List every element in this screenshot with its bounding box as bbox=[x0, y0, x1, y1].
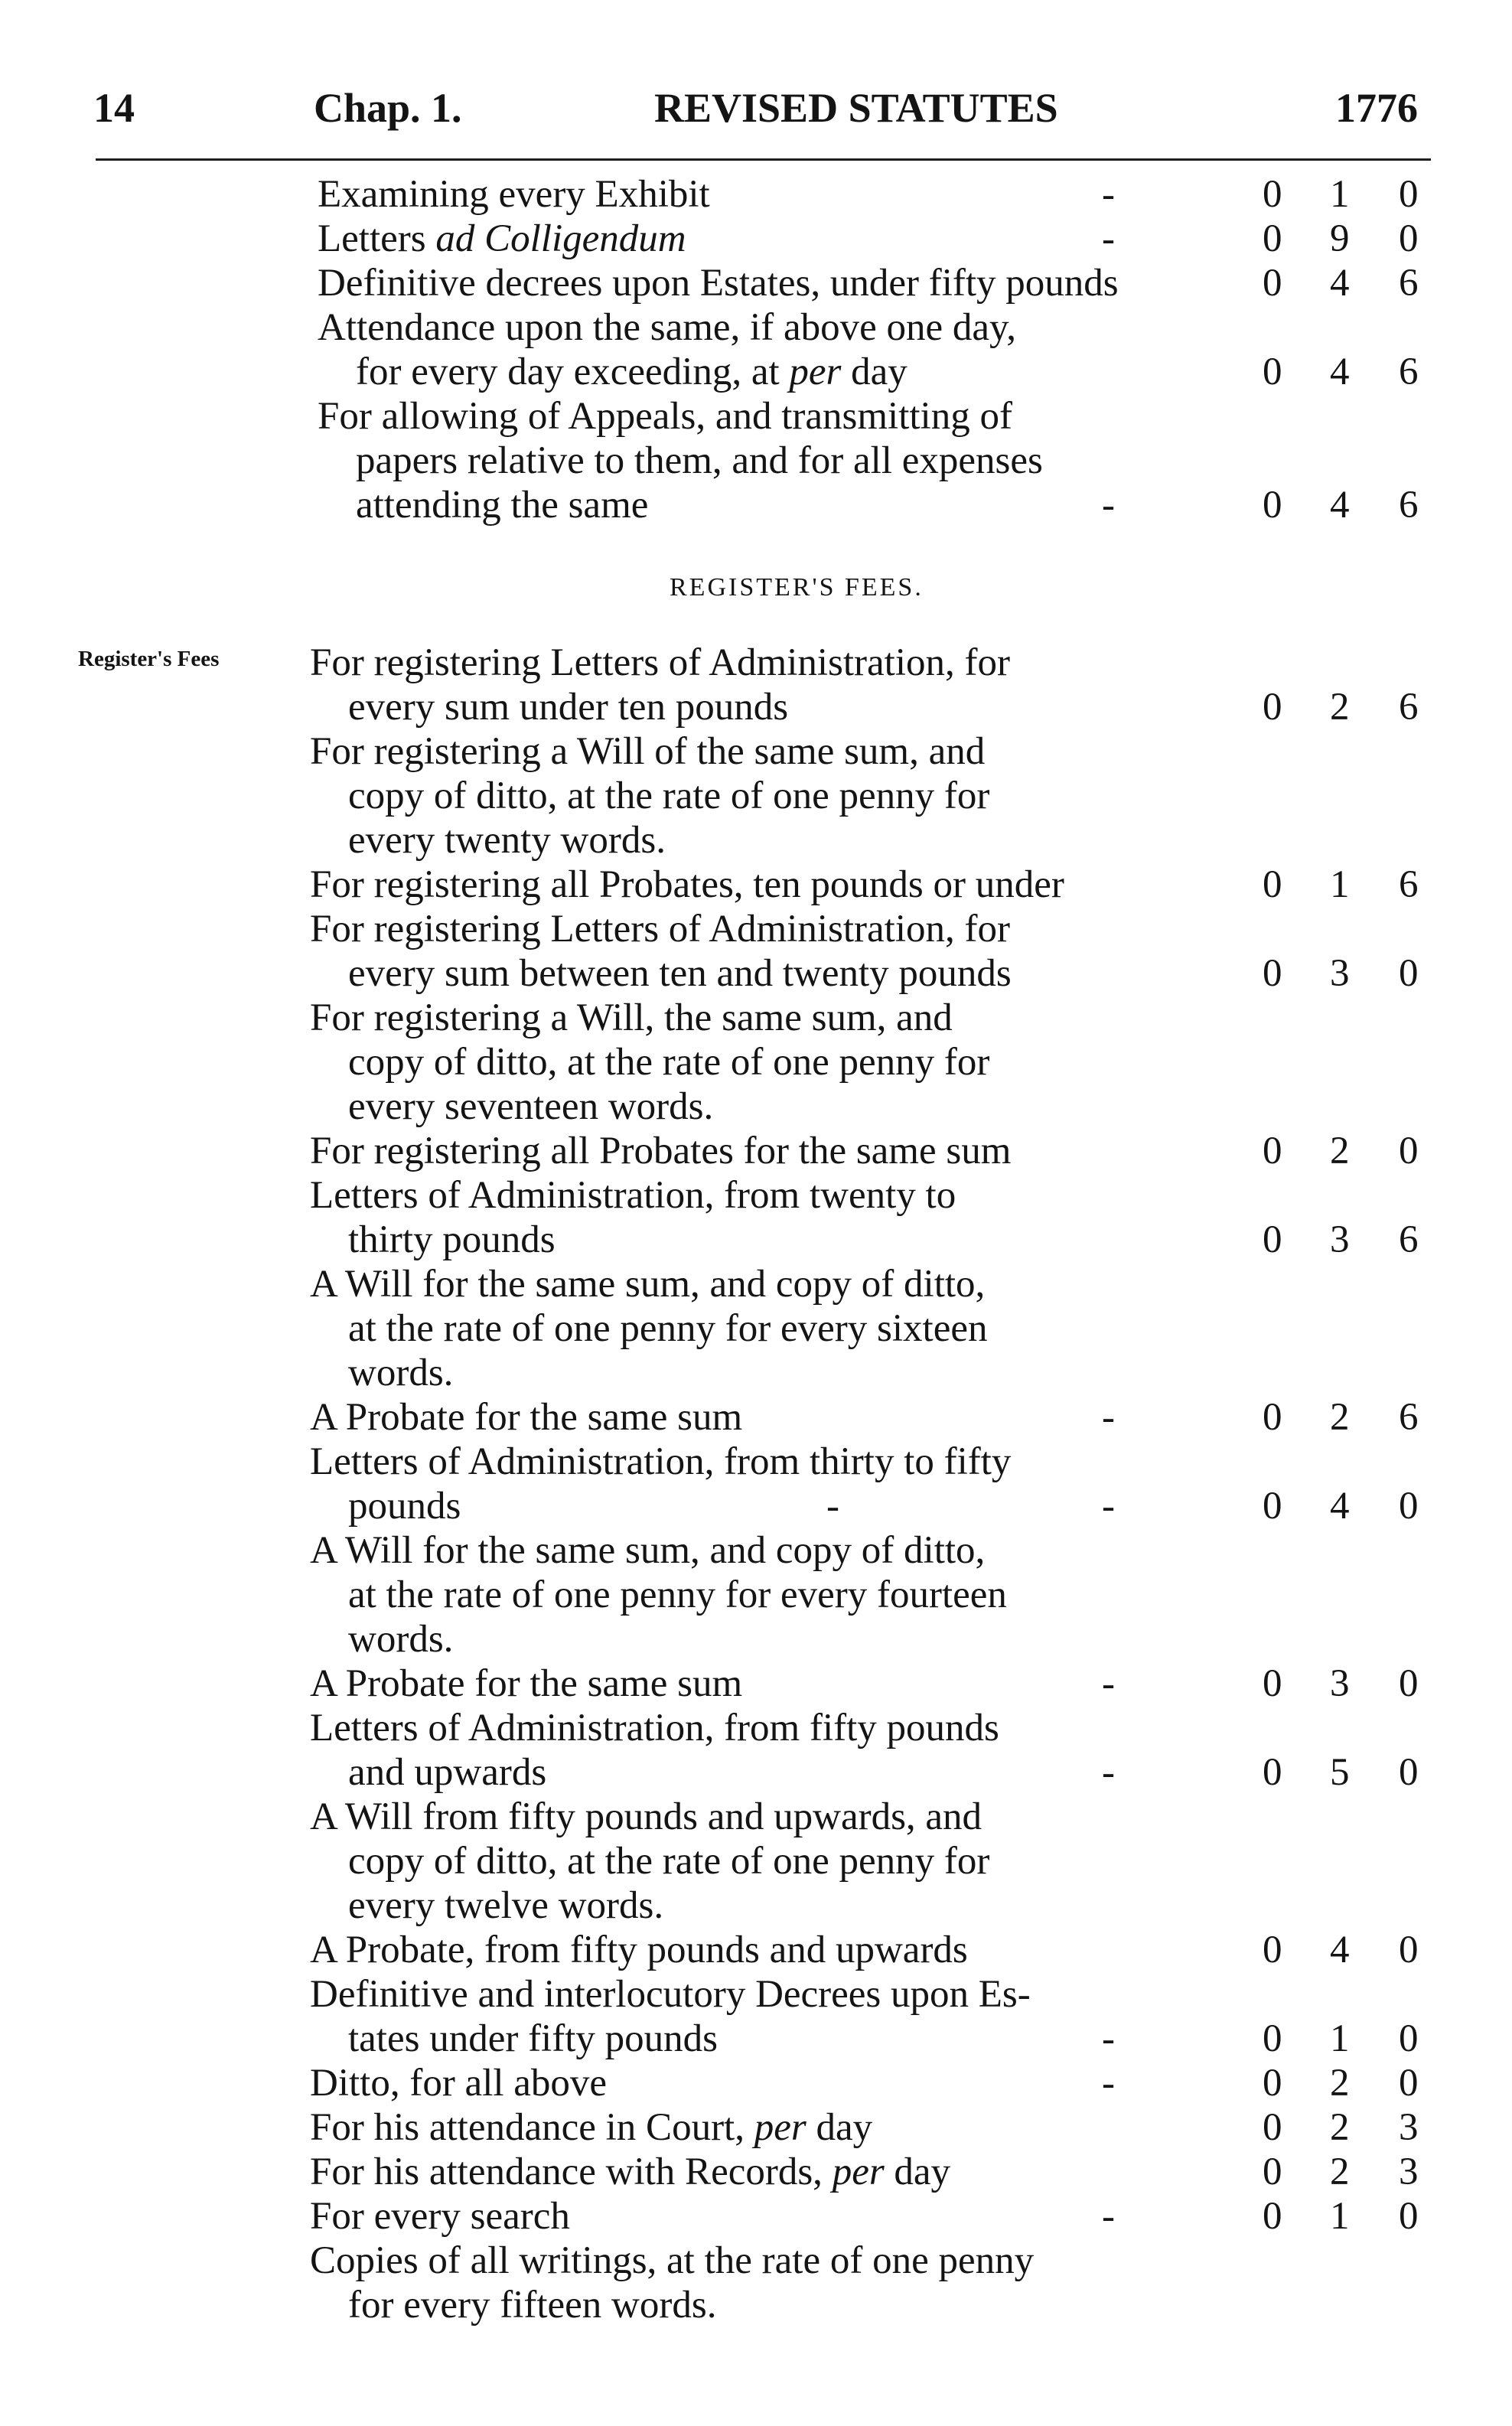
entry-line bbox=[0, 439, 1512, 483]
entry-text-run: tates under fifty pounds bbox=[348, 2017, 718, 2060]
fee-shillings: 4 bbox=[1330, 1929, 1350, 1971]
entry-text-run: For registering all Probates, ten pounds or under bbox=[310, 863, 1064, 906]
fee-entry bbox=[0, 1262, 1512, 1395]
fee-amount bbox=[1263, 862, 1431, 907]
fee-pence: 6 bbox=[1399, 1218, 1419, 1261]
entry-italic-term: ad Colligendum bbox=[435, 217, 686, 260]
entry-line bbox=[0, 951, 1512, 996]
page-number: 14 bbox=[93, 85, 135, 131]
entry-text bbox=[318, 261, 1119, 305]
fee-pounds: 0 bbox=[1263, 262, 1282, 305]
fee-pounds: 0 bbox=[1263, 952, 1282, 995]
entry-text bbox=[348, 1839, 989, 1883]
fee-pounds: 0 bbox=[1263, 2106, 1282, 2149]
entry-line bbox=[0, 1440, 1512, 1484]
fee-pence: 3 bbox=[1399, 2150, 1419, 2193]
fee-pounds: 0 bbox=[1263, 2195, 1282, 2238]
header-year: 1776 bbox=[1335, 85, 1418, 131]
fee-pence: 0 bbox=[1399, 1130, 1419, 1172]
fee-amount bbox=[1263, 172, 1431, 217]
entry-text-run: at the rate of one penny for every sixteen bbox=[348, 1307, 988, 1350]
running-title: REVISED STATUTES bbox=[654, 85, 1058, 131]
entry-text bbox=[310, 2150, 950, 2194]
entry-line bbox=[0, 1750, 1512, 1795]
fee-shillings: 1 bbox=[1330, 2195, 1350, 2238]
entry-text bbox=[310, 1173, 956, 1218]
fee-amount bbox=[1263, 2061, 1431, 2105]
entry-text-run: For registering all Probates for the same sum bbox=[310, 1130, 1012, 1172]
fee-amount bbox=[1263, 2194, 1431, 2239]
fee-entry bbox=[0, 261, 1512, 305]
leader-dash: - bbox=[1102, 1662, 1115, 1705]
fee-pence: 0 bbox=[1399, 1485, 1419, 1528]
entry-line bbox=[0, 1395, 1512, 1440]
entry-text bbox=[348, 1084, 713, 1129]
entry-text bbox=[348, 774, 989, 818]
entry-italic-term: per bbox=[789, 351, 842, 393]
fee-amount bbox=[1263, 261, 1431, 305]
fee-schedule bbox=[0, 172, 1512, 2327]
entry-text-run: words. bbox=[348, 1352, 454, 1394]
entry-text-run: Ditto, for all above bbox=[310, 2062, 608, 2105]
fee-shillings: 1 bbox=[1330, 2017, 1350, 2060]
entry-text bbox=[310, 1395, 742, 1440]
fee-entry bbox=[0, 2105, 1512, 2150]
fee-shillings: 2 bbox=[1330, 1130, 1350, 1172]
fee-shillings: 4 bbox=[1330, 262, 1350, 305]
fee-entry bbox=[0, 1129, 1512, 1173]
entry-text-run: Copies of all writings, at the rate of one penny bbox=[310, 2239, 1035, 2282]
entry-text bbox=[348, 951, 1012, 996]
fee-shillings: 3 bbox=[1330, 1662, 1350, 1705]
entry-text-run: attending the same bbox=[356, 484, 649, 527]
margin-note-registers-fees: Register's Fees bbox=[78, 647, 220, 671]
entry-text-run: thirty pounds bbox=[348, 1218, 556, 1261]
fee-pounds: 0 bbox=[1263, 2017, 1282, 2060]
entry-line bbox=[0, 1839, 1512, 1883]
entry-line bbox=[0, 641, 1512, 685]
entry-line bbox=[0, 172, 1512, 217]
fee-entry bbox=[0, 2061, 1512, 2105]
entry-line bbox=[0, 1617, 1512, 1661]
entry-text-run: A Probate for the same sum bbox=[310, 1662, 743, 1705]
entry-text bbox=[310, 1262, 985, 1306]
entry-text-run: For his attendance with Records, bbox=[310, 2150, 833, 2193]
leader-dash: - bbox=[1102, 484, 1115, 527]
entry-text bbox=[348, 2017, 718, 2061]
fee-amount bbox=[1263, 1928, 1431, 1972]
entry-line bbox=[0, 394, 1512, 439]
entry-line bbox=[0, 305, 1512, 350]
entry-line bbox=[0, 1528, 1512, 1573]
entry-text-run: A Probate, from fifty pounds and upwards bbox=[310, 1929, 968, 1971]
entry-text bbox=[310, 1129, 1011, 1173]
entry-text-run: For registering a Will of the same sum, and bbox=[310, 730, 986, 773]
entry-line bbox=[0, 774, 1512, 818]
entry-text bbox=[348, 1617, 453, 1661]
entry-text bbox=[348, 1218, 556, 1262]
fee-shillings: 3 bbox=[1330, 1218, 1350, 1261]
entry-line bbox=[0, 1795, 1512, 1839]
entry-text-run: A Will for the same sum, and copy of ditto, bbox=[310, 1529, 986, 1572]
entry-line bbox=[0, 1173, 1512, 1218]
entry-text bbox=[318, 217, 686, 261]
entry-text-run: at the rate of one penny for every fourteen bbox=[348, 1573, 1007, 1616]
entry-text bbox=[348, 685, 788, 729]
fee-entry bbox=[0, 641, 1512, 729]
fee-entry bbox=[0, 1795, 1512, 1928]
fee-amount bbox=[1263, 350, 1431, 394]
fee-pence: 6 bbox=[1399, 351, 1419, 393]
fee-amount bbox=[1263, 1395, 1431, 1440]
fee-entry bbox=[0, 1395, 1512, 1440]
entry-line bbox=[0, 483, 1512, 527]
fee-entry bbox=[0, 1661, 1512, 1706]
entry-text bbox=[348, 818, 666, 862]
entry-text bbox=[310, 1928, 968, 1972]
entry-text-run: For registering Letters of Administration, for bbox=[310, 908, 1010, 951]
entry-line bbox=[0, 2239, 1512, 2283]
entry-line bbox=[0, 1040, 1512, 1084]
fee-pence: 6 bbox=[1399, 262, 1419, 305]
fee-pence: 0 bbox=[1399, 1662, 1419, 1705]
fee-entry bbox=[0, 2239, 1512, 2327]
entry-text bbox=[310, 862, 1064, 907]
fee-shillings: 5 bbox=[1330, 1751, 1350, 1794]
fee-entry bbox=[0, 907, 1512, 996]
entry-line bbox=[0, 2017, 1512, 2061]
fee-shillings: 4 bbox=[1330, 484, 1350, 527]
chapter-label: Chap. 1. bbox=[314, 85, 462, 131]
entry-line bbox=[0, 1972, 1512, 2017]
entry-text-run: Definitive and interlocutory Decrees upon Es- bbox=[310, 1973, 1031, 2016]
entry-text-tail: day bbox=[841, 351, 908, 393]
entry-text-run: for every fifteen words. bbox=[348, 2284, 717, 2327]
entry-text-run: For allowing of Appeals, and transmitting of bbox=[318, 395, 1012, 438]
fee-pence: 0 bbox=[1399, 2017, 1419, 2060]
fee-pounds: 0 bbox=[1263, 863, 1282, 906]
entry-text bbox=[318, 305, 1016, 350]
fee-amount bbox=[1263, 951, 1431, 996]
fee-entry bbox=[0, 996, 1512, 1129]
fee-pounds: 0 bbox=[1263, 1130, 1282, 1172]
entry-text bbox=[348, 2283, 716, 2327]
entry-line bbox=[0, 1706, 1512, 1750]
fee-pence: 3 bbox=[1399, 2106, 1419, 2149]
fee-entry bbox=[0, 2194, 1512, 2239]
fee-amount bbox=[1263, 1484, 1431, 1528]
entry-line bbox=[0, 1129, 1512, 1173]
entry-text bbox=[310, 1795, 982, 1839]
entry-text-run: for every day exceeding, at bbox=[356, 351, 790, 393]
section-heading bbox=[0, 558, 1512, 641]
fee-pounds: 0 bbox=[1263, 1929, 1282, 1971]
leader-dash: - bbox=[1102, 1751, 1115, 1794]
entry-text-run: every twelve words. bbox=[348, 1884, 664, 1927]
entry-text bbox=[310, 1528, 985, 1573]
fee-pounds: 0 bbox=[1263, 1218, 1282, 1261]
entry-text-run: Letters of Administration, from twenty to bbox=[310, 1174, 956, 1217]
entry-line bbox=[0, 2150, 1512, 2194]
entry-text bbox=[310, 2194, 570, 2239]
entry-text bbox=[356, 350, 908, 394]
fee-shillings: 1 bbox=[1330, 173, 1350, 216]
entry-text-run: For his attendance in Court, bbox=[310, 2106, 754, 2149]
entry-line bbox=[0, 350, 1512, 394]
entry-line bbox=[0, 2194, 1512, 2239]
entry-text-run: Attendance upon the same, if above one day, bbox=[318, 306, 1016, 349]
fee-shillings: 2 bbox=[1330, 2062, 1350, 2105]
entry-text-run: Letters bbox=[318, 217, 436, 260]
entry-text-run: copy of ditto, at the rate of one penny for bbox=[348, 1840, 990, 1883]
fee-amount bbox=[1263, 2150, 1431, 2194]
fee-pounds: 0 bbox=[1263, 484, 1282, 527]
fee-pounds: 0 bbox=[1263, 2062, 1282, 2105]
leader-dash: - bbox=[1102, 2017, 1115, 2060]
entry-line bbox=[0, 1218, 1512, 1262]
entry-line bbox=[0, 685, 1512, 729]
entry-text-run: Letters of Administration, from thirty to fifty bbox=[310, 1440, 1012, 1483]
fee-shillings: 2 bbox=[1330, 2106, 1350, 2149]
fee-amount bbox=[1263, 1218, 1431, 1262]
fee-pounds: 0 bbox=[1263, 1396, 1282, 1439]
fee-amount bbox=[1263, 685, 1431, 729]
entry-text bbox=[348, 1750, 546, 1795]
entry-line bbox=[0, 261, 1512, 305]
entry-text-tail: day bbox=[884, 2150, 951, 2193]
entry-text-run: A Probate for the same sum bbox=[310, 1396, 743, 1439]
fee-entry bbox=[0, 862, 1512, 907]
running-header bbox=[0, 77, 1512, 138]
entry-text-run: every sum under ten pounds bbox=[348, 686, 789, 729]
entry-text-run: every twenty words. bbox=[348, 819, 666, 862]
fee-pounds: 0 bbox=[1263, 1751, 1282, 1794]
fee-shillings: 4 bbox=[1330, 1485, 1350, 1528]
entry-text bbox=[310, 1706, 999, 1750]
entry-text-run: For every search bbox=[310, 2195, 570, 2238]
entry-text bbox=[310, 2061, 607, 2105]
entry-text bbox=[356, 483, 648, 527]
leader-dash: - bbox=[1102, 173, 1115, 216]
fee-pence: 0 bbox=[1399, 217, 1419, 260]
entry-line bbox=[0, 1306, 1512, 1351]
entry-text-run: and upwards bbox=[348, 1751, 547, 1794]
leader-dash: - bbox=[1102, 217, 1115, 260]
entry-text-run: copy of ditto, at the rate of one penny for bbox=[348, 1041, 990, 1084]
fee-pence: 6 bbox=[1399, 863, 1419, 906]
fee-entry bbox=[0, 2150, 1512, 2194]
entry-line bbox=[0, 818, 1512, 862]
fee-shillings: 9 bbox=[1330, 217, 1350, 260]
entry-text-run: Letters of Administration, from fifty pounds bbox=[310, 1707, 999, 1749]
entry-line bbox=[0, 729, 1512, 774]
entry-text-run: pounds bbox=[348, 1485, 461, 1528]
fee-pence: 0 bbox=[1399, 952, 1419, 995]
fee-amount bbox=[1263, 2105, 1431, 2150]
leader-dash: - bbox=[1102, 2062, 1115, 2105]
entry-line bbox=[0, 1573, 1512, 1617]
entry-line bbox=[0, 2105, 1512, 2150]
section-heading-text: REGISTER'S FEES. bbox=[670, 573, 924, 602]
entry-text-run: For registering Letters of Administration, for bbox=[310, 641, 1010, 684]
entry-text bbox=[348, 1040, 989, 1084]
entry-text-run: every seventeen words. bbox=[348, 1085, 714, 1128]
entry-line bbox=[0, 1661, 1512, 1706]
entry-text bbox=[310, 641, 1010, 685]
entry-line bbox=[0, 862, 1512, 907]
fee-shillings: 4 bbox=[1330, 351, 1350, 393]
entry-line bbox=[0, 1351, 1512, 1395]
entry-line bbox=[0, 2283, 1512, 2327]
fee-shillings: 2 bbox=[1330, 686, 1350, 729]
fee-pounds: 0 bbox=[1263, 351, 1282, 393]
entry-text-run: Definitive decrees upon Estates, under fifty pounds bbox=[318, 262, 1119, 305]
entry-text-run: For registering a Will, the same sum, and bbox=[310, 996, 953, 1039]
entry-text-run: A Will from fifty pounds and upwards, and bbox=[310, 1795, 982, 1838]
entry-text bbox=[310, 907, 1010, 951]
entry-italic-term: per bbox=[832, 2150, 885, 2193]
entry-line bbox=[0, 996, 1512, 1040]
fee-pence: 6 bbox=[1399, 1396, 1419, 1439]
fee-entry bbox=[0, 305, 1512, 394]
leader-dash: - bbox=[1102, 1396, 1115, 1439]
entry-italic-term: per bbox=[754, 2106, 807, 2149]
entry-text bbox=[348, 1883, 663, 1928]
leader-dash: - bbox=[1102, 1485, 1115, 1528]
entry-line bbox=[0, 217, 1512, 261]
entry-text-run: words. bbox=[348, 1618, 454, 1661]
fee-entry bbox=[0, 217, 1512, 261]
entry-text-run: every sum between ten and twenty pounds bbox=[348, 952, 1012, 995]
fee-entry bbox=[0, 1528, 1512, 1661]
fee-entry bbox=[0, 1706, 1512, 1795]
entry-text-run: copy of ditto, at the rate of one penny for bbox=[348, 774, 990, 817]
fee-entry bbox=[0, 729, 1512, 862]
fee-entry bbox=[0, 1440, 1512, 1528]
entry-line bbox=[0, 1484, 1512, 1528]
entry-line bbox=[0, 907, 1512, 951]
entry-text bbox=[348, 1351, 453, 1395]
entry-text bbox=[348, 1573, 1007, 1617]
fee-amount bbox=[1263, 483, 1431, 527]
fee-shillings: 2 bbox=[1330, 2150, 1350, 2193]
entry-text bbox=[356, 439, 1043, 483]
fee-entry bbox=[0, 1173, 1512, 1262]
entry-text bbox=[318, 394, 1012, 439]
entry-line bbox=[0, 1262, 1512, 1306]
entry-text bbox=[310, 2105, 872, 2150]
fee-pounds: 0 bbox=[1263, 2150, 1282, 2193]
fee-entry bbox=[0, 1928, 1512, 1972]
entry-text-tail: day bbox=[806, 2106, 873, 2149]
fee-pence: 6 bbox=[1399, 484, 1419, 527]
fee-pence: 0 bbox=[1399, 2195, 1419, 2238]
fee-pence: 0 bbox=[1399, 1751, 1419, 1794]
entry-text bbox=[348, 1484, 461, 1528]
fee-amount bbox=[1263, 217, 1431, 261]
entry-line bbox=[0, 1928, 1512, 1972]
fee-pounds: 0 bbox=[1263, 686, 1282, 729]
fee-entry bbox=[0, 394, 1512, 527]
entry-text bbox=[310, 2239, 1034, 2283]
fee-entry bbox=[0, 1972, 1512, 2061]
entry-text-run: papers relative to them, and for all expenses bbox=[356, 439, 1043, 482]
entry-text bbox=[310, 996, 953, 1040]
entry-text bbox=[318, 172, 710, 217]
fee-pounds: 0 bbox=[1263, 217, 1282, 260]
entry-text bbox=[310, 1972, 1031, 2017]
fee-pence: 0 bbox=[1399, 2062, 1419, 2105]
fee-pounds: 0 bbox=[1263, 1662, 1282, 1705]
entry-text bbox=[348, 1306, 987, 1351]
fee-pence: 6 bbox=[1399, 686, 1419, 729]
fee-amount bbox=[1263, 1750, 1431, 1795]
fee-shillings: 3 bbox=[1330, 952, 1350, 995]
entry-text bbox=[310, 1440, 1011, 1484]
entry-text-run: A Will for the same sum, and copy of ditto, bbox=[310, 1263, 986, 1306]
fee-shillings: 1 bbox=[1330, 863, 1350, 906]
fee-shillings: 2 bbox=[1330, 1396, 1350, 1439]
fee-pence: 0 bbox=[1399, 1929, 1419, 1971]
entry-text-run: Examining every Exhibit bbox=[318, 173, 710, 216]
header-rule bbox=[96, 158, 1431, 161]
fee-entry bbox=[0, 172, 1512, 217]
fee-amount bbox=[1263, 1661, 1431, 1706]
fee-pence: 0 bbox=[1399, 173, 1419, 216]
entry-line bbox=[0, 1883, 1512, 1928]
leader-dash: - bbox=[826, 1485, 839, 1528]
fee-amount bbox=[1263, 2017, 1431, 2061]
entry-line bbox=[0, 1084, 1512, 1129]
leader-dash: - bbox=[1102, 2195, 1115, 2238]
entry-text bbox=[310, 1661, 742, 1706]
fee-pounds: 0 bbox=[1263, 173, 1282, 216]
fee-amount bbox=[1263, 1129, 1431, 1173]
entry-line bbox=[0, 2061, 1512, 2105]
fee-pounds: 0 bbox=[1263, 1485, 1282, 1528]
entry-text bbox=[310, 729, 985, 774]
